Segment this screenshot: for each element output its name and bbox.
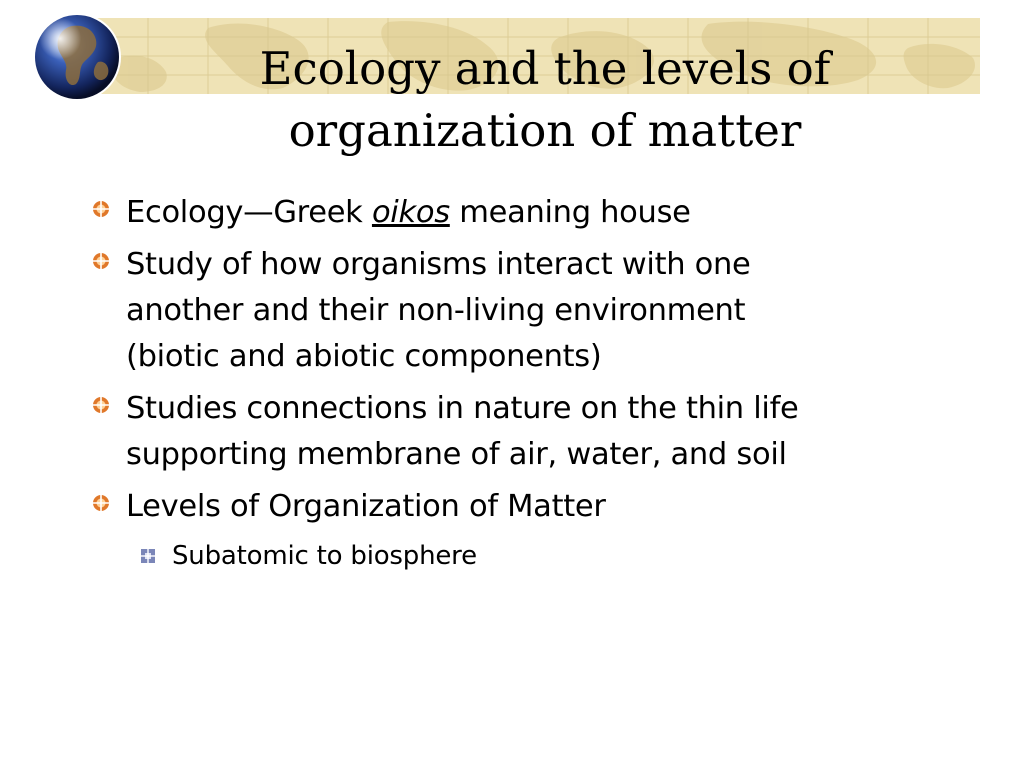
orange-ring-bullet-icon	[90, 198, 112, 220]
bullet-3-line-2: supporting membrane of air, water, and soil	[126, 437, 787, 472]
bullet-2-line-1: Study of how organisms interact with one	[126, 247, 751, 282]
bullet-2-line-2: another and their non-living environment	[126, 293, 746, 328]
bullet-list	[90, 190, 990, 576]
bullet-1-prefix: Ecology—Greek	[126, 195, 372, 230]
orange-ring-bullet-icon	[90, 394, 112, 416]
bullet-3-line-1: Studies connections in nature on the thin life	[126, 391, 799, 426]
title-line-1: Ecology and the levels of	[259, 42, 831, 95]
bullet-4-text: Levels of Organization of Matter	[126, 489, 606, 524]
bullet-2-line-3: (biotic and abiotic components)	[126, 339, 602, 374]
bullet-item	[90, 386, 990, 478]
globe-icon	[32, 12, 122, 102]
bullet-1-emphasis: oikos	[371, 195, 450, 230]
title-line-2: organization of matter	[288, 104, 802, 157]
sub-bullet-item	[90, 536, 990, 576]
sub-bullet-text: Subatomic to biosphere	[172, 541, 477, 571]
orange-ring-bullet-icon	[90, 492, 112, 514]
orange-ring-bullet-icon	[90, 250, 112, 272]
bullet-item	[90, 242, 990, 380]
bullet-1-suffix: meaning house	[449, 195, 691, 230]
bullet-item	[90, 484, 990, 530]
blue-square-bullet-icon	[140, 548, 156, 564]
bullet-item	[90, 190, 990, 236]
slide-title	[140, 38, 950, 162]
